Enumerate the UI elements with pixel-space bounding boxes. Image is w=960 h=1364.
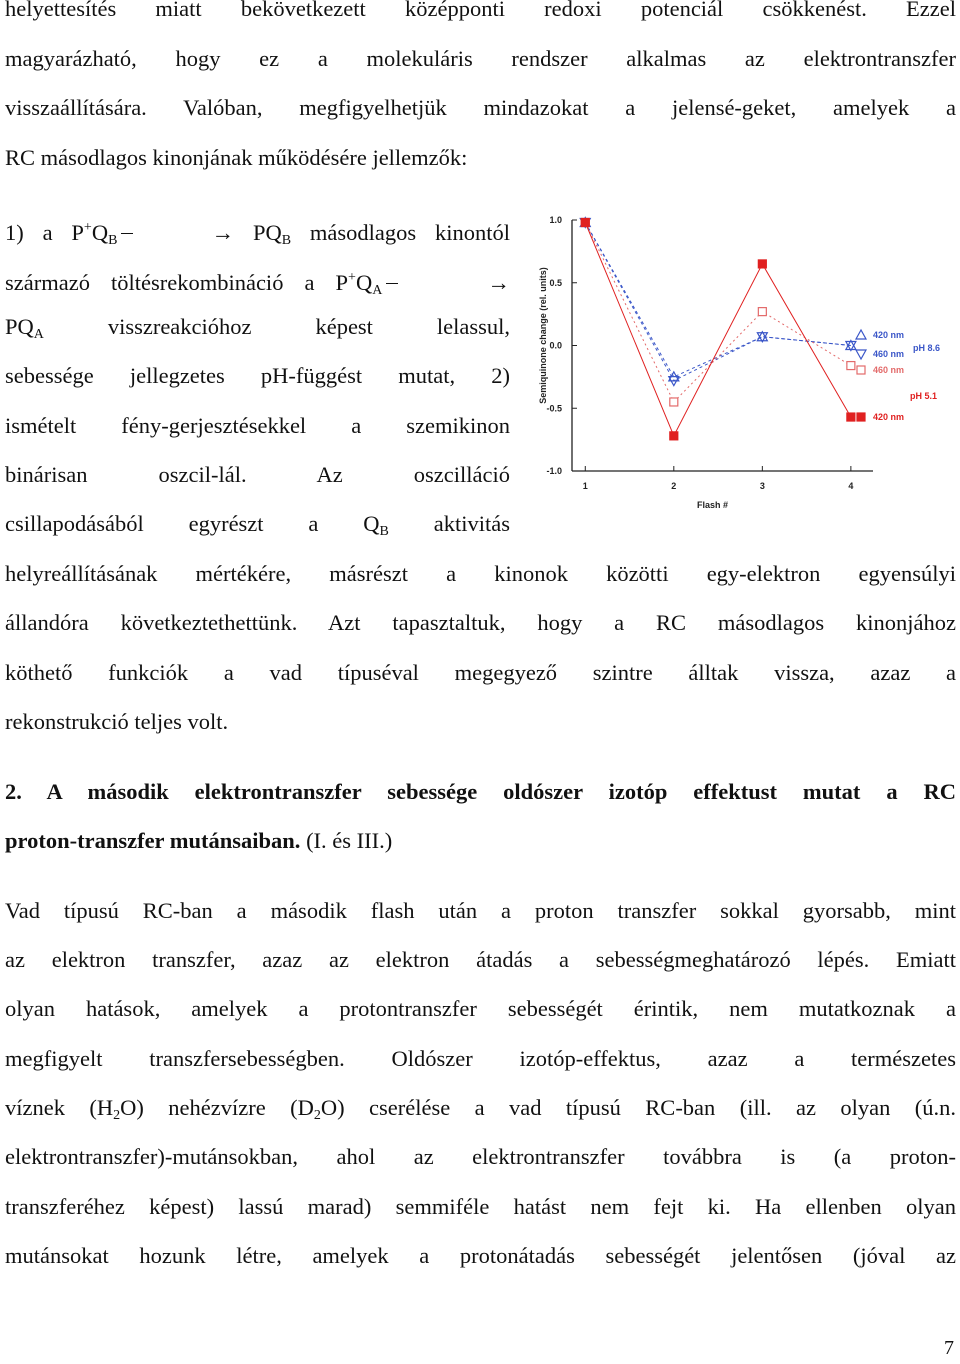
data-point (758, 260, 766, 268)
text-line: $PQ_A$ visszreakcióhoz képest lelassul, (5, 314, 510, 342)
series-line (585, 223, 851, 436)
text-line: származó töltésrekombináció a $P^+Q_A$ → (5, 270, 511, 298)
data-point (857, 413, 865, 421)
text-line: helyreállításának mértékére, másrészt a kinonok közötti egy-elektron egyensúlyi (5, 561, 956, 586)
data-point (670, 432, 678, 440)
data-point (847, 413, 855, 421)
section-heading: proton-transzfer mutánsaiban. (I. és III.) (5, 828, 393, 853)
text-line: transzferéhez képest) lassú marad) semmiféle hatást nem fejt ki. Ha ellenben olyan (5, 1194, 956, 1219)
legend-label: 420 nm (873, 412, 905, 422)
x-axis-label: Flash # (696, 500, 729, 510)
y-tick-label: 0.5 (549, 277, 562, 288)
page-number: 7 (944, 1337, 954, 1359)
text-line: olyan hatások, amelyek a protontranszfer sebességét érintik, nem mutatkoznak a (5, 996, 956, 1021)
text-line: ismételt fény-gerjesztésekkel a szemikinon (5, 413, 510, 438)
data-point (847, 362, 855, 370)
data-point (856, 350, 866, 359)
semiquinone-chart (530, 205, 960, 525)
text-line: rekonstrukció teljes volt. (5, 709, 229, 734)
series-line (585, 223, 851, 402)
text-line: mutánsokat hozunk létre, amelyek a protonátadás sebességét jelentősen (jóval az (5, 1243, 956, 1268)
text-line: az elektron transzfer, azaz az elektron átadás a sebességmeghatározó lépés. Emiatt (5, 947, 956, 972)
legend-label: 420 nm (873, 330, 905, 340)
y-tick-label: -0.5 (546, 403, 562, 414)
text-line: Vad típusú RC-ban a második flash után a proton transzfer sokkal gyorsabb, mint (5, 898, 956, 923)
section-heading: 2. A második elektrontranszfer sebessége oldószer izotóp effektust mutat a RC (5, 779, 956, 804)
series-line (585, 223, 851, 381)
legend-group-label: pH 8.6 (913, 343, 941, 353)
x-tick-label: 3 (759, 481, 765, 491)
text-line: csillapodásából egyrészt a $Q_B$ aktivitás (5, 511, 510, 539)
data-point (856, 330, 866, 339)
data-point (758, 308, 766, 316)
text-line: magyarázható, hogy ez a molekuláris rendszer alkalmas az elektrontranszfer (5, 46, 956, 71)
text-line: visszaállítására. Valóban, megfigyelhetjük mindazokat a jelensé-geket, amelyek a (5, 95, 956, 120)
legend-label: 460 nm (873, 365, 905, 375)
legend-group-label: pH 5.1 (910, 391, 938, 401)
data-point (670, 398, 678, 406)
text-line: 1) a $P^+Q_B$ → $PQ_B$ másodlagos kinontól (5, 220, 510, 248)
x-tick-label: 1 (582, 481, 588, 491)
text-line: helyettesítés miatt bekövetkezett középponti redoxi potenciál csökkenést. Ezzel (5, 0, 956, 21)
text-line: megfigyelt transzfersebességben. Oldószer izotóp-effektus, azaz a természetes (5, 1046, 956, 1071)
text-line: RC másodlagos kinonjának működésére jellemzők: (5, 145, 468, 170)
text-line: sebessége jellegzetes pH-függést mutat, 2) (5, 363, 510, 388)
series-line (585, 223, 851, 377)
y-tick-label: 1.0 (549, 215, 562, 225)
text-line: állandóra következtethettünk. Azt tapasztaltuk, hogy a RC másodlagos kinonjához (5, 610, 956, 635)
legend-label: 460 nm (873, 349, 905, 359)
x-tick-label: 2 (671, 481, 677, 491)
x-tick-label: 4 (848, 481, 854, 491)
y-axis-label: Semiquinone change (rel. units) (538, 267, 548, 404)
y-tick-label: -1.0 (546, 466, 562, 476)
text-line: binárisan oszcil-lál. Az oszcilláció (5, 462, 510, 487)
text-line: köthető funkciók a vad típuséval megegyező szintre álltak vissza, azaz a (5, 660, 956, 685)
data-point (581, 219, 589, 227)
text-line: víznek $(H_2O)$ nehézvízre $(D_2O)$ cserélése a vad típusú RC-ban (ill. az olyan (ú.n. (5, 1095, 956, 1123)
y-tick-label: 0.0 (549, 340, 562, 351)
data-point (857, 366, 865, 374)
text-line: elektrontranszfer)-mutánsokban, ahol az elektrontranszfer továbbra is (a proton- (5, 1144, 956, 1169)
